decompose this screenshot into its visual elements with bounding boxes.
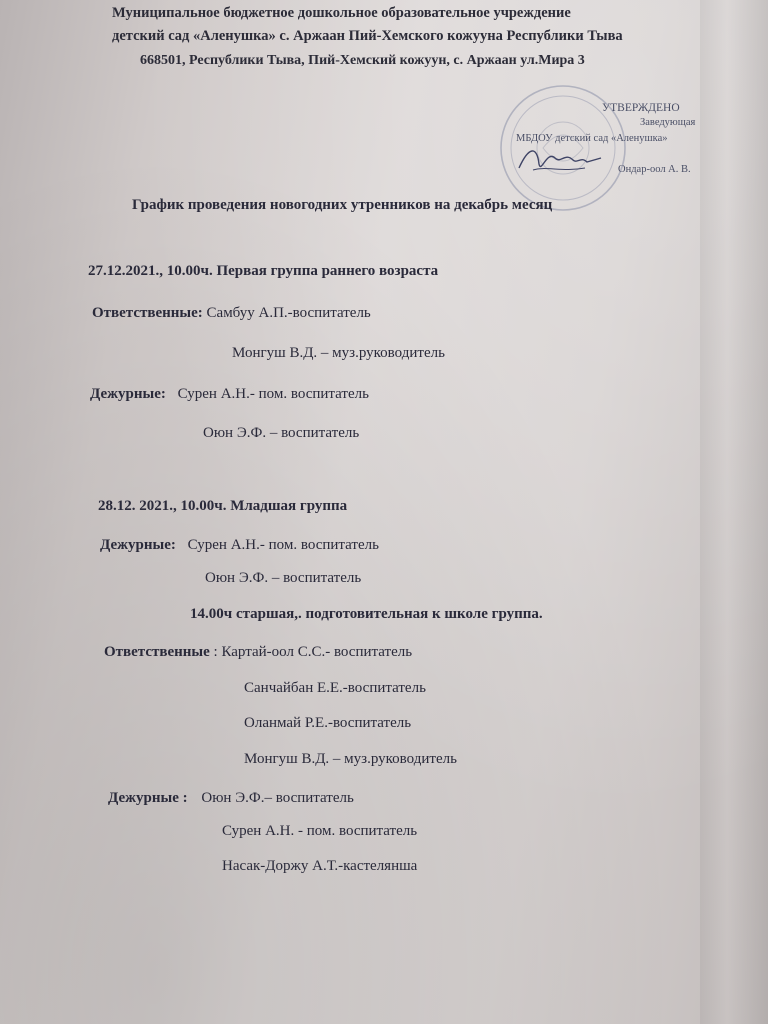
- session-2-duty-label: Дежурные:: [100, 537, 176, 553]
- session-2-heading: 28.12. 2021., 10.00ч. Младшая группа: [98, 498, 348, 514]
- signature: [515, 140, 605, 180]
- page-fold-shadow: [700, 0, 768, 1024]
- approval-approved: УТВЕРЖДЕНО: [602, 102, 680, 114]
- document-title: График проведения новогодних утренников на декабрь месяц: [132, 197, 553, 213]
- session-3-responsible-4: Монгуш В.Д. – муз.руководитель: [244, 751, 457, 767]
- session-3-responsible-label: Ответственные: [104, 644, 210, 660]
- session-3-duty-1: Оюн Э.Ф.– воспитатель: [201, 790, 354, 806]
- approval-position: Заведующая: [640, 117, 696, 128]
- session-1-duty-label: Дежурные:: [90, 386, 166, 402]
- session-1-responsible-2: Монгуш В.Д. – муз.руководитель: [232, 345, 445, 361]
- organization-name-line-2: детский сад «Аленушка» с. Аржаан Пий-Хемского кожууна Республики Тыва: [112, 28, 623, 44]
- session-3-responsible-2: Санчайбан Е.Е.-воспитатель: [244, 680, 426, 696]
- session-1-heading: 27.12.2021., 10.00ч. Первая группа раннего возраста: [88, 263, 439, 279]
- organization-name-line-1: Муниципальное бюджетное дошкольное образовательное учреждение: [112, 5, 571, 21]
- session-3-duty-label: Дежурные :: [108, 790, 188, 806]
- session-3-duty-3: Насак-Доржу А.Т.-кастелянша: [222, 858, 418, 874]
- session-2-duty-1: Сурен А.Н.- пом. воспитатель: [187, 537, 379, 553]
- session-1-duty-1: Сурен А.Н.- пом. воспитатель: [177, 386, 369, 402]
- session-2-duty-2: Оюн Э.Ф. – воспитатель: [205, 570, 362, 586]
- session-1-responsible-1: Самбуу А.П.-воспитатель: [206, 305, 371, 321]
- session-3-responsible-3: Оланмай Р.Е.-воспитатель: [244, 715, 412, 731]
- session-3-duty-2: Сурен А.Н. - пом. воспитатель: [222, 823, 418, 839]
- approval-name: Ондар-оол А. В.: [618, 164, 691, 175]
- approval-organization: МБДОУ детский сад «Аленушка»: [516, 133, 668, 144]
- session-1-responsible-label: Ответственные:: [92, 305, 203, 321]
- session-3-heading: 14.00ч старшая,. подготовительная к школе группа.: [190, 606, 543, 622]
- session-3-responsible-1: : Картай-оол С.С.- воспитатель: [213, 644, 413, 660]
- organization-address: 668501, Республики Тыва, Пий-Хемский кожуун, с. Аржаан ул.Мира 3: [140, 53, 585, 68]
- session-1-duty-2: Оюн Э.Ф. – воспитатель: [203, 425, 360, 441]
